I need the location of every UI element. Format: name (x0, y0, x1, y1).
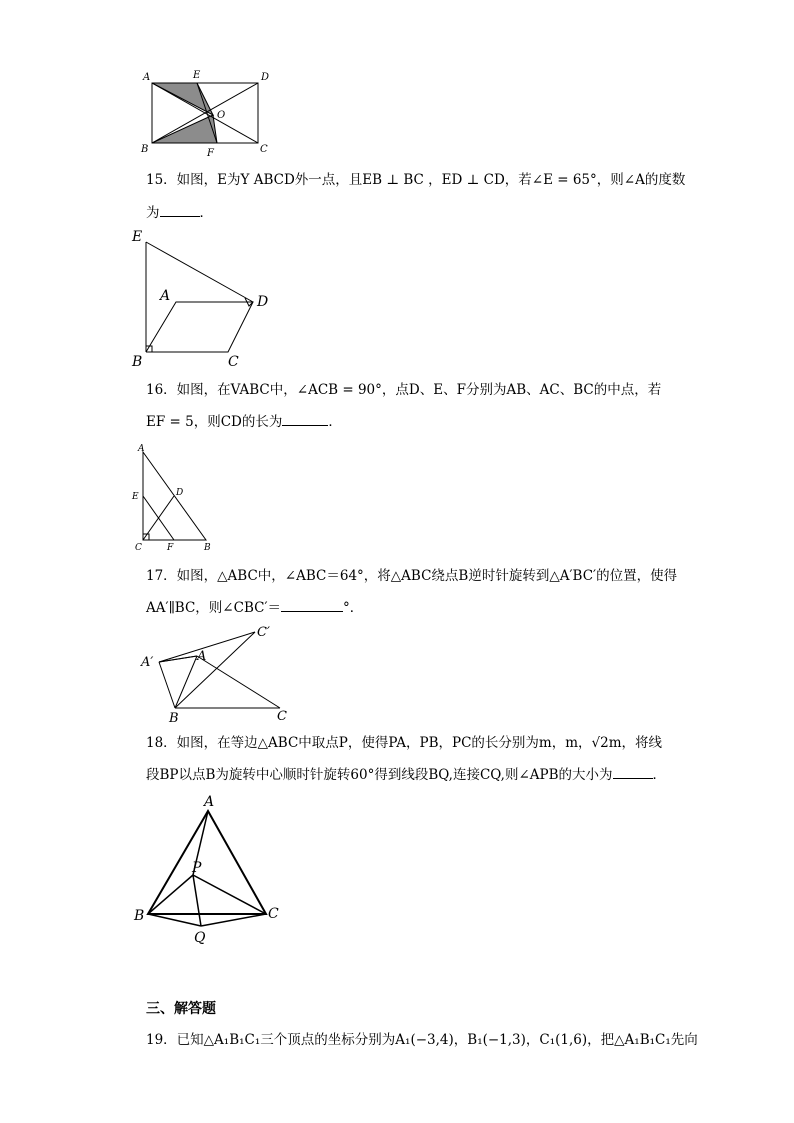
question-15-suffix: ． (199, 205, 213, 221)
label-a: A (143, 72, 151, 83)
question-17-line-2 (146, 597, 363, 618)
label-p: P (192, 860, 202, 876)
label-d: D (257, 294, 269, 310)
question-15-text: 为 (146, 205, 160, 221)
label-q: Q (194, 930, 206, 946)
question-15-line-1: 15．如图，E为Y ABCD外一点，且EB ⊥ BC ，ED ⊥ CD，若∠E = 65°，则∠A的度数 (146, 172, 686, 188)
figure-rectangle-abcd (135, 66, 285, 162)
question-16-suffix: ． (328, 414, 342, 430)
question-17-text: AA′∥BC，则∠CBC′＝ (146, 600, 282, 616)
label-c-prime: C′ (257, 625, 270, 640)
label-a: A (197, 649, 207, 664)
figure-right-triangle-abc (130, 440, 220, 554)
answer-blank-17[interactable] (281, 597, 343, 612)
label-o: O (217, 110, 226, 121)
question-19-line-1: 19．已知△A₁B₁C₁三个顶点的坐标分别为A₁(−3,4)，B₁(−1,3)，C₁(1,6)，把△A₁B₁C₁先向 (146, 1032, 698, 1048)
label-b: B (132, 354, 143, 370)
label-d: D (176, 488, 184, 498)
section-title: 三、解答题 (146, 1001, 216, 1017)
question-18-text: 段BP以点B为旋转中心顺时针旋转60°得到线段BQ,连接CQ,则∠APB的大小为 (146, 767, 613, 783)
question-16-line-1: 16．如图，在VABC中，∠ACB = 90°，点D、E、F分别为AB、AC、BC的中点，若 (146, 382, 662, 398)
label-a: A (138, 444, 145, 454)
figure-equilateral-triangle-abc (130, 790, 290, 950)
label-b: B (134, 908, 145, 924)
answer-blank-15[interactable] (160, 202, 200, 217)
label-e: E (193, 70, 201, 81)
label-f: F (167, 543, 174, 553)
label-a: A (160, 288, 171, 304)
label-e: E (132, 229, 143, 245)
question-16-line-2 (146, 411, 342, 432)
label-c: C (260, 144, 268, 155)
label-c: C (228, 354, 239, 370)
label-b: B (204, 543, 211, 553)
label-e: E (132, 492, 139, 502)
label-b: B (141, 144, 149, 155)
question-18-line-1: 18．如图，在等边△ABC中取点P，使得PA，PB，PC的长分别为m，m，√2m，将线 (146, 735, 662, 751)
figure-rotation-triangles (135, 620, 300, 726)
question-16-text: EF = 5，则CD的长为 (146, 414, 283, 430)
label-c: C (277, 709, 287, 724)
label-a: A (204, 794, 215, 810)
figure-parallelogram-abcd (128, 226, 288, 374)
question-17-suffix: °． (343, 600, 364, 616)
label-c: C (135, 543, 142, 553)
answer-blank-18[interactable] (613, 764, 653, 779)
label-c: C (268, 906, 279, 922)
question-15-line-2 (146, 202, 213, 223)
label-a-prime: A′ (141, 655, 154, 670)
question-18-line-2 (146, 764, 666, 785)
label-f: F (207, 148, 214, 159)
question-18-suffix: ． (652, 767, 667, 783)
label-b: B (169, 711, 179, 726)
shaded-triangle-bottom (152, 115, 217, 143)
question-17-line-1: 17．如图，△ABC中，∠ABC＝64°，将△ABC绕点B逆时针旋转到△A′BC′的位置，使得 (146, 568, 678, 584)
label-d: D (261, 72, 270, 83)
answer-blank-16[interactable] (282, 411, 328, 426)
